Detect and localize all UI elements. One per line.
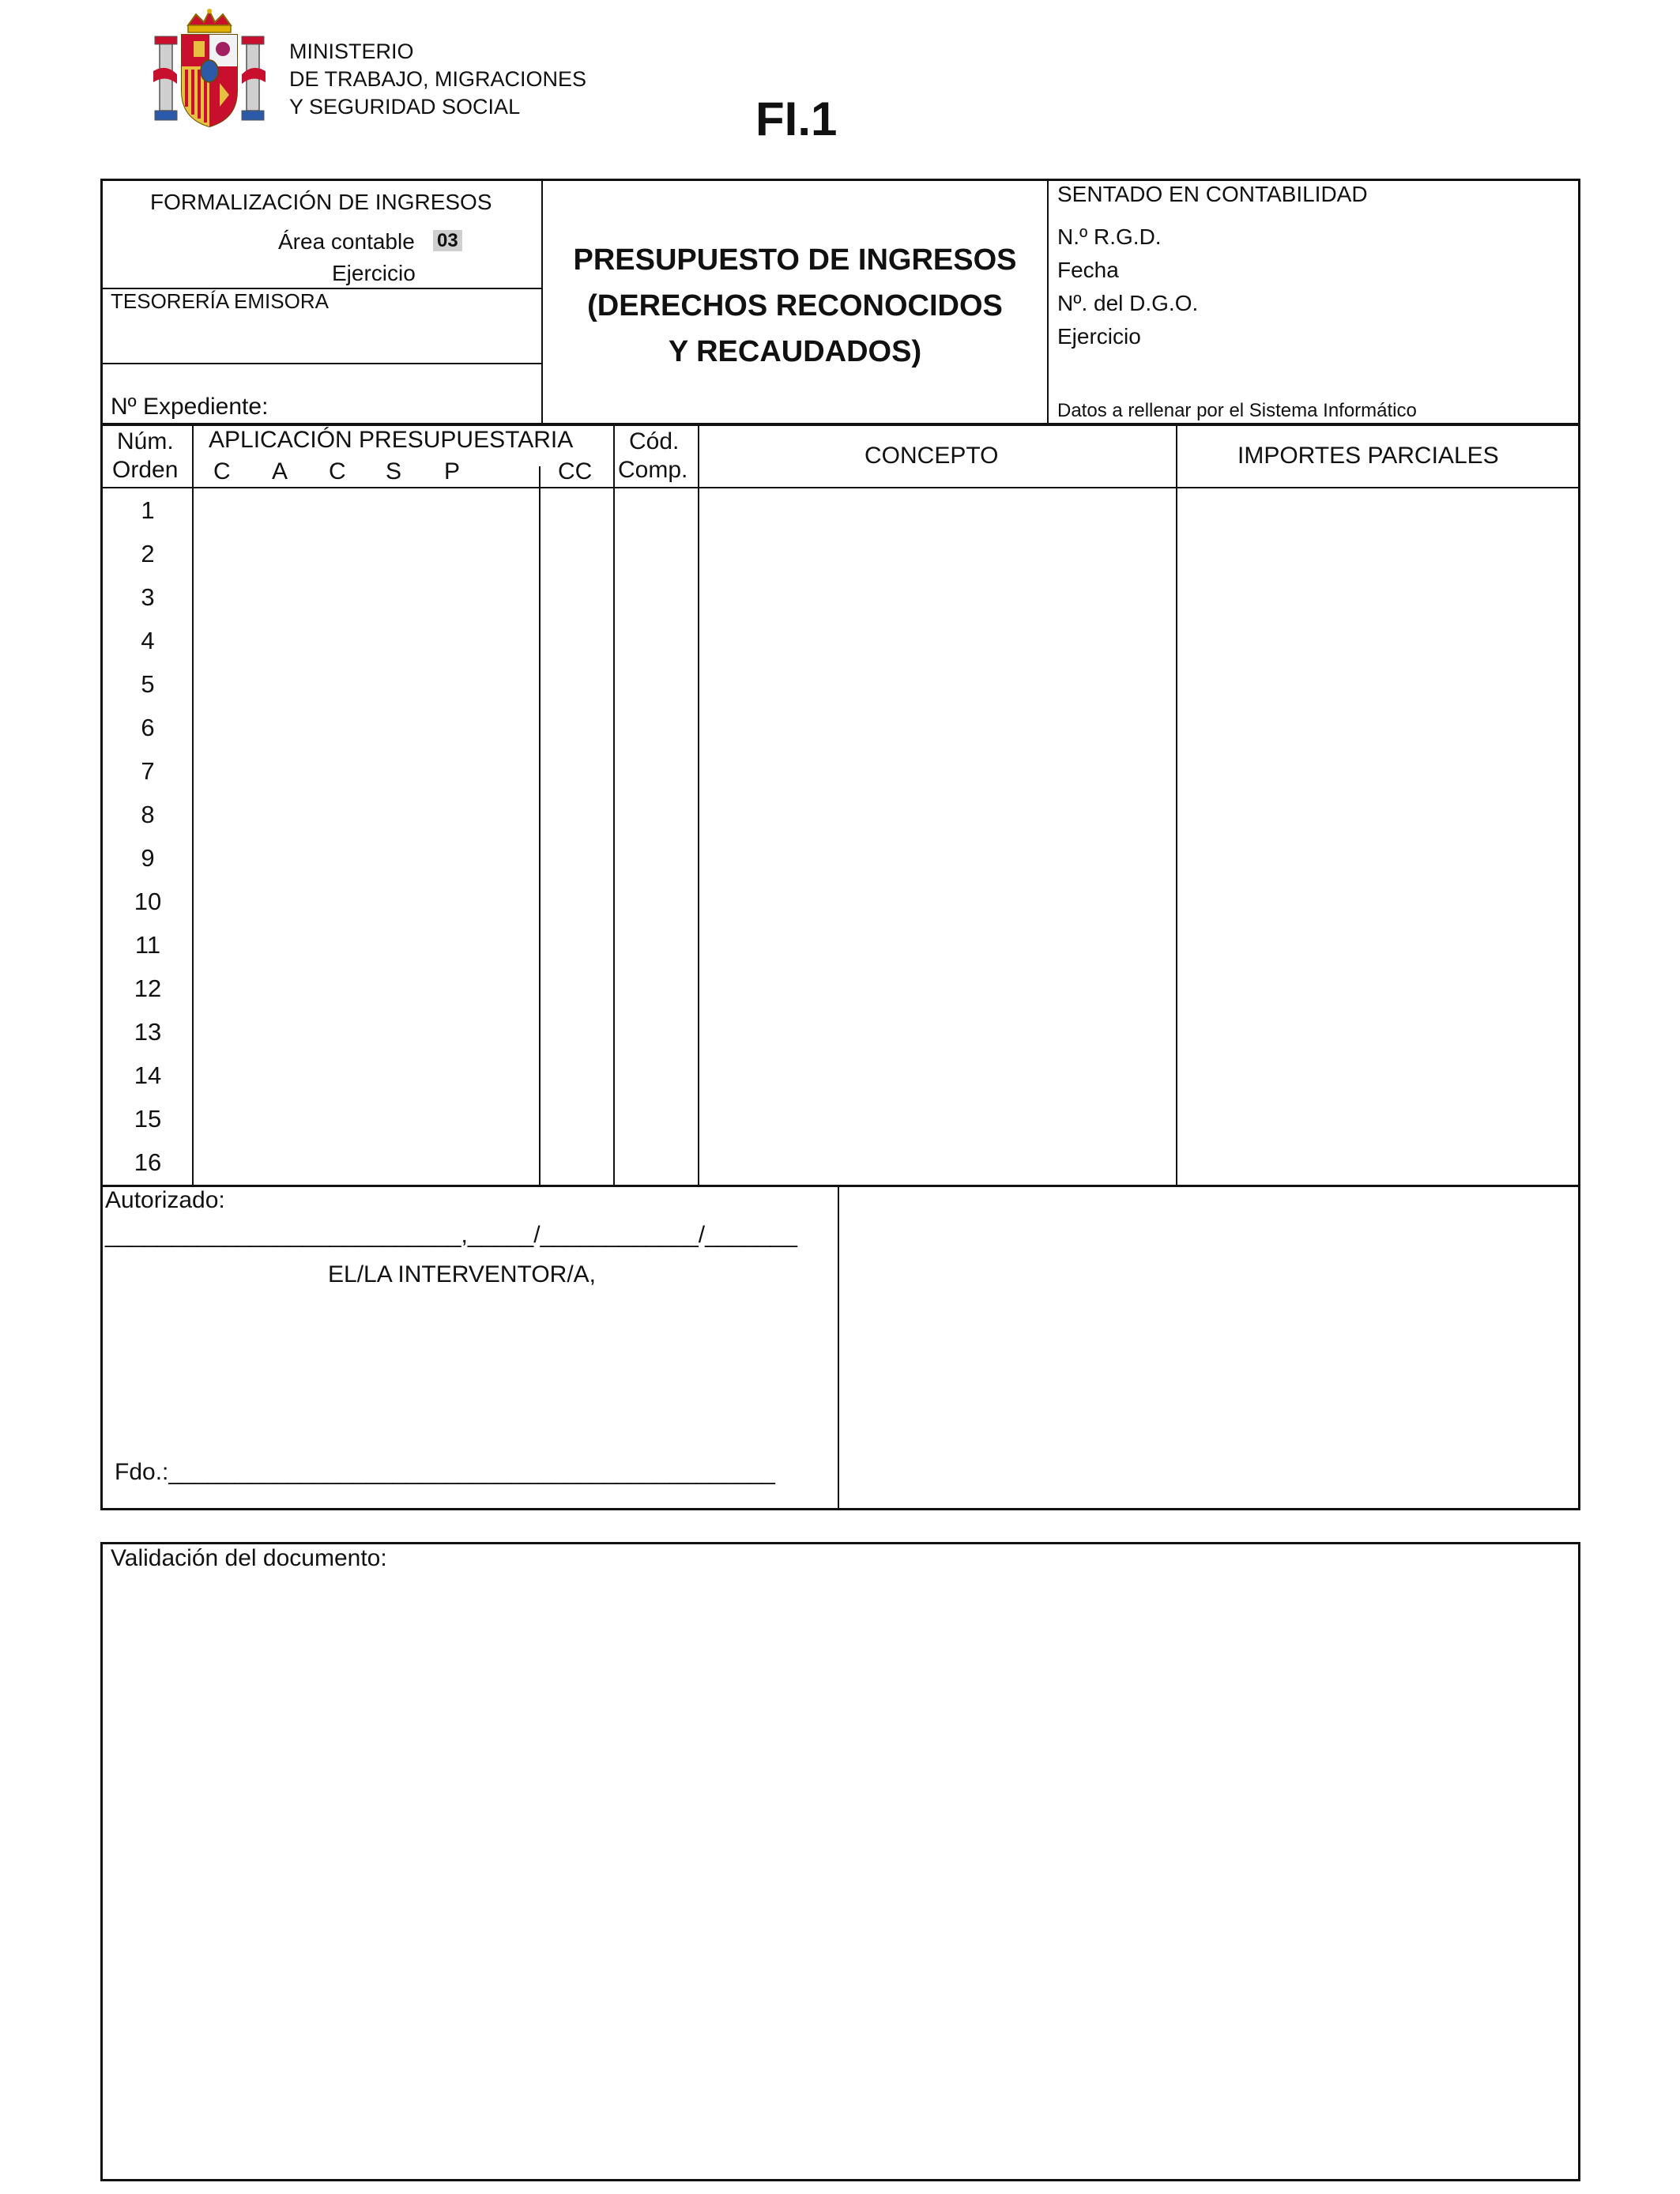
row-number-8: 8 — [141, 801, 155, 828]
col-concepto-header: CONCEPTO — [864, 443, 999, 469]
tesoreria-emisora-label: TESORERÍA EMISORA — [111, 289, 329, 313]
col-cod-line-2: Comp. — [618, 457, 688, 483]
ministry-line-2: DE TRABAJO, MIGRACIONES — [289, 67, 587, 91]
ministry-line-1: MINISTERIO — [289, 40, 414, 63]
col-aplic-s: S — [386, 458, 402, 484]
row-number-2: 2 — [141, 540, 155, 567]
col-cod-line-1: Cód. — [629, 428, 680, 454]
sentado-label: SENTADO EN CONTABILIDAD — [1057, 182, 1368, 206]
ministry-line-3: Y SEGURIDAD SOCIAL — [289, 95, 521, 119]
form-code: FI.1 — [755, 92, 838, 145]
row-number-6: 6 — [141, 714, 155, 741]
lines-table — [100, 424, 1580, 1187]
row-number-3: 3 — [141, 583, 155, 611]
validation-box — [100, 1542, 1580, 2181]
row-number-15: 15 — [134, 1105, 162, 1133]
col-aplic-c: C — [213, 458, 231, 484]
interventor-label: EL/LA INTERVENTOR/A, — [328, 1261, 597, 1287]
row-number-9: 9 — [141, 844, 155, 872]
ejercicio-contabilidad-label: Ejercicio — [1057, 324, 1141, 349]
row-number-13: 13 — [134, 1018, 162, 1046]
row-number-4: 4 — [141, 627, 155, 654]
title-line-1: PRESUPUESTO DE INGRESOS — [573, 243, 1017, 277]
rgd-label: N.º R.G.D. — [1057, 224, 1162, 249]
fdo-signature-line[interactable]: Fdo.:______________________________________________ — [115, 1459, 775, 1485]
row-number-11: 11 — [134, 931, 161, 959]
col-num-line-2: Orden — [112, 457, 179, 483]
sistema-note: Datos a rellenar por el Sistema Informático — [1057, 400, 1417, 421]
row-number-1: 1 — [141, 496, 155, 524]
col-aplic-p: P — [444, 458, 461, 484]
date-line[interactable]: ___________________________,_____/____________/_______ — [105, 1222, 797, 1248]
col-aplic-a: A — [272, 458, 288, 484]
expediente-label: Nº Expediente: — [111, 394, 269, 420]
row-number-5: 5 — [141, 670, 155, 698]
row-number-14: 14 — [134, 1061, 162, 1089]
col-num-line-1: Núm. — [117, 428, 174, 454]
col-cc-header: CC — [558, 458, 593, 484]
area-contable-code: 03 — [433, 230, 462, 251]
dgo-label: Nº. del D.G.O. — [1057, 291, 1199, 315]
area-contable-value[interactable] — [433, 230, 462, 252]
col-importes-header: IMPORTES PARCIALES — [1237, 443, 1499, 469]
title-line-3: Y RECAUDADOS) — [668, 335, 922, 368]
fecha-label: Fecha — [1057, 258, 1119, 282]
row-number-12: 12 — [134, 974, 162, 1002]
row-number-10: 10 — [134, 888, 162, 915]
coat-of-arms-emblem — [150, 8, 269, 130]
row-number-7: 7 — [141, 757, 155, 785]
ejercicio-label: Ejercicio — [332, 261, 416, 285]
col-aplicacion-header: APLICACIÓN PRESUPUESTARIA — [209, 427, 574, 453]
title-line-2: (DERECHOS RECONOCIDOS — [587, 289, 1003, 322]
col-aplic-c2: C — [329, 458, 346, 484]
area-contable-label: Área contable — [278, 229, 415, 254]
ministry-name — [289, 38, 586, 121]
document-title — [544, 237, 1046, 375]
formalizacion-label: FORMALIZACIÓN DE INGRESOS — [150, 190, 492, 214]
row-number-16: 16 — [134, 1148, 162, 1176]
validation-label: Validación del documento: — [111, 1545, 387, 1571]
autorizado-label: Autorizado: — [105, 1187, 225, 1213]
